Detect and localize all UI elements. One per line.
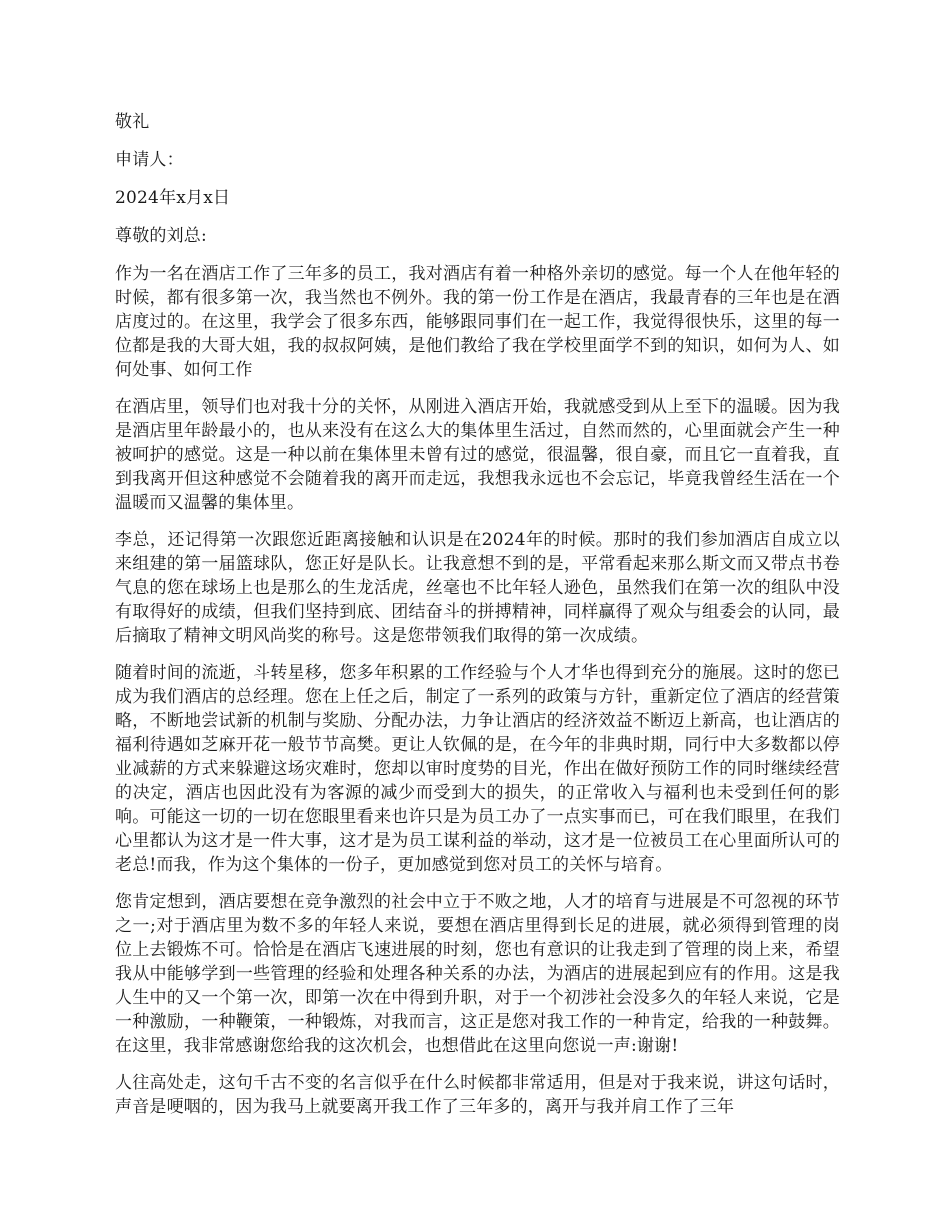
letter-salutation: 尊敬的刘总: [115, 226, 207, 246]
letter-closing: 敬礼 [115, 112, 150, 132]
paragraph: 人往高处走，这句千古不变的名言似乎在什么时候都非常适用，但是对于我来说，讲这句话时，声音是哽咽的，因为我马上就要离开我工作了三年多的，离开与我并肩工作了三年 [115, 1073, 840, 1117]
applicant-label: 申请人： [115, 150, 184, 170]
letter-document [115, 110, 840, 1132]
paragraph: 李总，还记得第一次跟您近距离接触和认识是在2024年的时候。那时的我们参加酒店自成立以来组建的第一届篮球队，您正好是队长。让我意想不到的是，平常看起来那么斯文而又带点书卷气息的您在球场上也是那么的生龙活虎，丝毫也不比年轻人逊色，虽然我们在第一次的组队中没有取得好的成绩，但我们坚持到底、团结奋斗的拼搏精神，同样赢得了观众与组委会的认同，最后摘取了精神文明风尚奖的称号。这是您带领我们取得的第一次成绩。 [115, 530, 840, 646]
paragraph: 在酒店里，领导们也对我十分的关怀，从刚进入酒店开始，我就感受到从上至下的温暖。因为我是酒店里年龄最小的，也从来没有在这么大的集体里生活过，自然而然的，心里面就会产生一种被呵护的感觉。这是一种以前在集体里未曾有过的感觉，很温馨，很自豪，而且它一直着我，直到我离开但这种感觉不会随着我的离开而走远，我想我永远也不会忘记，毕竟我曾经生活在一个温暖而又温馨的集体里。 [115, 397, 840, 513]
paragraph: 您肯定想到，酒店要想在竞争激烈的社会中立于不败之地，人才的培育与进展是不可忽视的环节之一;对于酒店里为数不多的年轻人来说，要想在酒店里得到长足的进展，就必须得到管理的岗位上去锻炼不可。恰恰是在酒店飞速进展的时刻，您也有意识的让我走到了管理的岗上来，希望我从中能够学到一些管理的经验和处理各种关系的办法，为酒店的进展起到应有的作用。这是我人生中的又一个第一次，即第一次在中得到升职，对于一个初涉社会没多久的年轻人来说，它是一种激励，一种鞭策，一种锻炼，对我而言，这正是您对我工作的一种肯定，给我的一种鼓舞。在这里，我非常感谢您给我的这次机会，也想借此在这里向您说一声:谢谢! [115, 892, 840, 1056]
paragraph: 作为一名在酒店工作了三年多的员工，我对酒店有着一种格外亲切的感觉。每一个人在他年轻的时候，都有很多第一次，我当然也不例外。我的第一份工作是在酒店，我最青春的三年也是在酒店度过的。在这里，我学会了很多东西，能够跟同事们在一起工作，我觉得很快乐，这里的每一位都是我的大哥大姐，我的叔叔阿姨，是他们教给了我在学校里面学不到的知识，如何为人、如何处事、如何工作 [115, 264, 840, 380]
paragraph: 随着时间的流逝，斗转星移，您多年积累的工作经验与个人才华也得到充分的施展。这时的您已成为我们酒店的总经理。您在上任之后，制定了一系列的政策与方针，重新定位了酒店的经营策略，不断地尝试新的机制与奖励、分配办法，力争让酒店的经济效益不断迈上新高，也让酒店的福利待遇如芝麻开花一般节节高樊。更让人钦佩的是，在今年的非典时期，同行中大多数都以停业减薪的方式来躲避这场灾难时，您却以审时度势的目光，作出在做好预防工作的同时继续经营的决定，酒店也因此没有为客源的减少而受到大的损失，的正常收入与福利也未受到任何的影响。可能这一切的一切在您眼里看来也许只是为员工办了一点实事而已，可在我们眼里，在我们心里都认为这才是一件大事，这才是为员工谋利益的举动，这才是一位被员工在心里面所认可的老总!而我，作为这个集体的一份子，更加感觉到您对员工的关怀与培育。 [115, 663, 840, 875]
letter-date: 2024年x月x日 [115, 188, 231, 208]
